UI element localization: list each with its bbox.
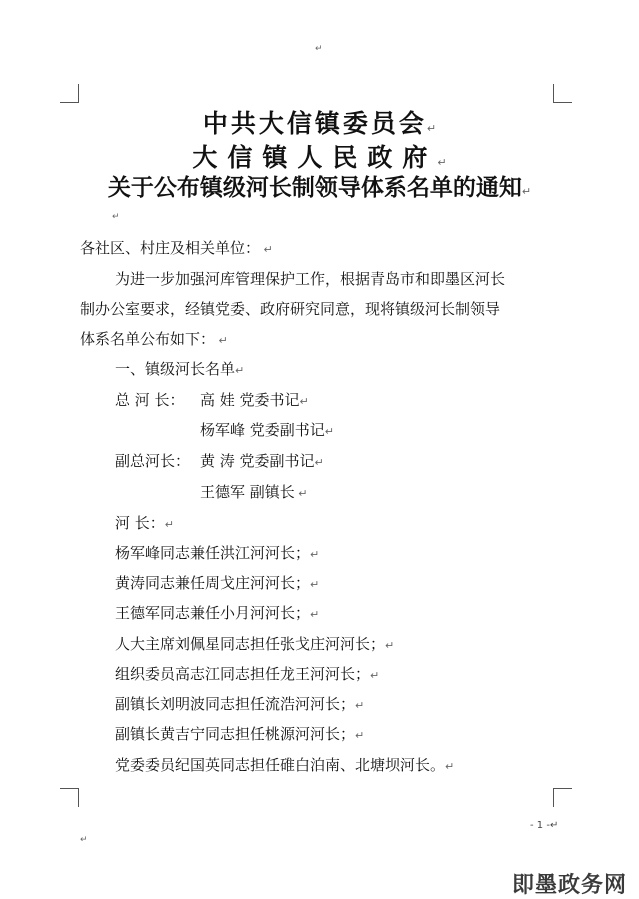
deputy-2: 王德军 副镇长 ↵ <box>200 483 308 501</box>
crop-mark-bottom-left <box>60 788 79 807</box>
chief-label: 总 河 长： <box>115 391 185 409</box>
crop-mark-bottom-right <box>553 788 572 807</box>
assignment-line: 副镇长刘明波同志担任流浩河河长；↵ <box>115 695 365 713</box>
chief-1: 高 娃 党委书记↵ <box>200 391 309 409</box>
addressee: 各社区、村庄及相关单位： ↵ <box>80 239 273 257</box>
title-line-1: 中共大信镇委员会↵ <box>202 109 437 138</box>
assignment-line: 黄涛同志兼任周戈庄河河长；↵ <box>115 574 320 592</box>
empty-line-paragraph-mark: ↵ <box>112 212 120 222</box>
deputy-label: 副总河长： <box>115 452 191 470</box>
chief-2: 杨军峰 党委副书记↵ <box>200 421 334 439</box>
assignment-line: 人大主席刘佩星同志担任张戈庄河河长；↵ <box>115 635 395 653</box>
river-chief-label: 河 长：↵ <box>115 514 174 532</box>
assignment-line: 党委委员纪国英同志担任碓白泊南、北塘坝河长。↵ <box>115 756 455 774</box>
assignment-line: 副镇长黄吉宁同志担任桃源河河长；↵ <box>115 725 365 743</box>
watermark-logo: 即墨政务网 <box>512 873 628 898</box>
crop-mark-top-right <box>553 84 572 103</box>
section1-heading: 一、镇级河长名单↵ <box>115 360 245 378</box>
assignment-line: 杨军峰同志兼任洪江河河长；↵ <box>115 544 320 562</box>
deputy-1: 黄 涛 党委副书记↵ <box>200 452 324 470</box>
page-number: - 1 -↵ <box>530 820 559 831</box>
crop-mark-top-left <box>60 84 79 103</box>
title-line-2: 大信镇人民政府↵ <box>192 143 447 172</box>
assignment-line: 王德军同志兼任小月河河长；↵ <box>115 604 320 622</box>
intro-line-1: 为进一步加强河库管理保护工作，根据青岛市和即墨区河长 <box>115 270 506 288</box>
footer-paragraph-mark: ↵ <box>80 835 88 845</box>
assignment-line: 组织委员高志江同志担任龙王河河长；↵ <box>115 665 380 683</box>
header-paragraph-mark: ↵ <box>315 44 323 54</box>
intro-line-3: 体系名单公布如下： ↵ <box>80 330 228 348</box>
title-line-3: 关于公布镇级河长制领导体系名单的通知↵ <box>107 174 532 201</box>
intro-line-2: 制办公室要求，经镇党委、政府研究同意，现将镇级河长制领导 <box>80 300 501 318</box>
